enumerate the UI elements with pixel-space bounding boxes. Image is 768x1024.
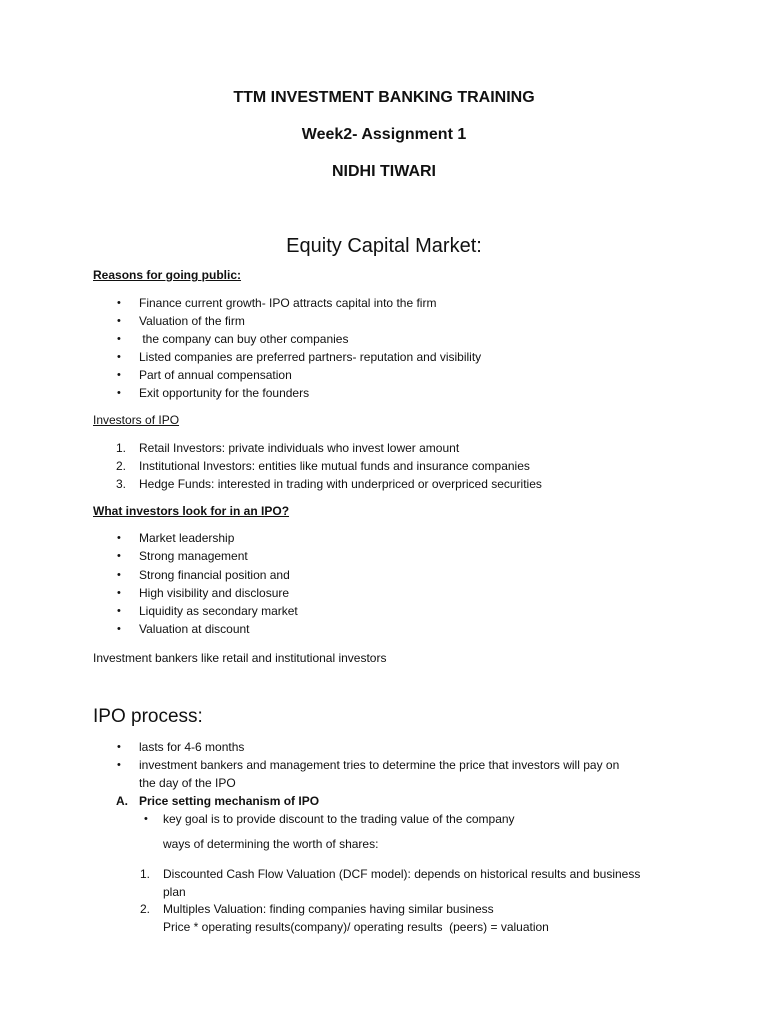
list-item: Hedge Funds: interested in trading with underpriced or overpriced securities — [139, 477, 542, 491]
list-item: key goal is to provide discount to the trading value of the company — [163, 812, 515, 826]
list-item: Liquidity as secondary market — [139, 604, 298, 618]
bullet-icon: • — [117, 605, 121, 617]
list-item-continuation: plan — [163, 885, 186, 899]
bullet-icon: • — [117, 623, 121, 635]
list-item: investment bankers and management tries to determine the price that investors will pay on — [139, 758, 620, 772]
section-a-title: Price setting mechanism of IPO — [139, 794, 320, 808]
reasons-heading — [93, 268, 241, 282]
bullet-icon: • — [117, 333, 121, 345]
reasons-heading-colon: : — [237, 268, 242, 282]
list-item-continuation: the day of the IPO — [139, 776, 236, 790]
bullet-icon: • — [117, 387, 121, 399]
list-item: Valuation of the firm — [139, 314, 245, 328]
list-item: Exit opportunity for the founders — [139, 386, 310, 400]
bullet-icon: • — [117, 315, 121, 327]
bullet-icon: • — [117, 369, 121, 381]
list-marker: 2. — [140, 902, 151, 916]
list-item: Institutional Investors: entities like mutual funds and insurance companies — [139, 459, 530, 473]
investors-heading: Investors of IPO — [93, 413, 180, 427]
list-item: Multiples Valuation: finding companies having similar business — [163, 902, 494, 916]
list-marker: 2. — [116, 459, 127, 473]
list-item: Market leadership — [139, 531, 235, 545]
ecm-heading: Equity Capital Market: — [286, 235, 482, 257]
list-marker: 3. — [116, 477, 127, 491]
bullet-icon: • — [117, 741, 121, 753]
list-item: Strong financial position and — [139, 568, 290, 582]
list-item: Listed companies are preferred partners- reputation and visibility — [139, 350, 482, 364]
list-item: Valuation at discount — [139, 622, 250, 636]
ipo-heading: IPO process: — [93, 706, 203, 727]
list-item: the company can buy other companies — [139, 332, 349, 346]
bullet-icon: • — [117, 569, 121, 581]
list-item: Discounted Cash Flow Valuation (DCF model): depends on historical results and business — [163, 867, 641, 881]
reasons-heading-text: Reasons for going public — [93, 268, 238, 282]
document-title: TTM INVESTMENT BANKING TRAINING — [233, 89, 535, 106]
bullet-icon: • — [117, 297, 121, 309]
bullet-icon: • — [144, 813, 148, 825]
list-item: Retail Investors: private individuals who invest lower amount — [139, 441, 460, 455]
ways-label: ways of determining the worth of shares: — [163, 837, 379, 851]
list-item-continuation: Price * operating results(company)/ operating results (peers) = valuation — [163, 920, 549, 934]
list-marker: 1. — [116, 441, 127, 455]
assignment-label: Week2- Assignment 1 — [301, 126, 467, 143]
bullet-icon: • — [117, 532, 121, 544]
investment-bankers-note: Investment bankers like retail and institutional investors — [93, 651, 387, 665]
list-item: Finance current growth- IPO attracts capital into the firm — [139, 296, 437, 310]
bullet-icon: • — [117, 587, 121, 599]
section-a-marker: A. — [116, 794, 128, 808]
list-item: Part of annual compensation — [139, 368, 292, 382]
bullet-icon: • — [117, 351, 121, 363]
bullet-icon: • — [117, 759, 121, 771]
author-name: NIDHI TIWARI — [332, 163, 436, 180]
list-item: High visibility and disclosure — [139, 586, 290, 600]
list-item: Strong management — [139, 549, 248, 563]
list-marker: 1. — [140, 867, 151, 881]
bullet-icon: • — [117, 550, 121, 562]
look-for-heading: What investors look for in an IPO? — [93, 504, 290, 518]
list-item: lasts for 4-6 months — [139, 740, 245, 754]
